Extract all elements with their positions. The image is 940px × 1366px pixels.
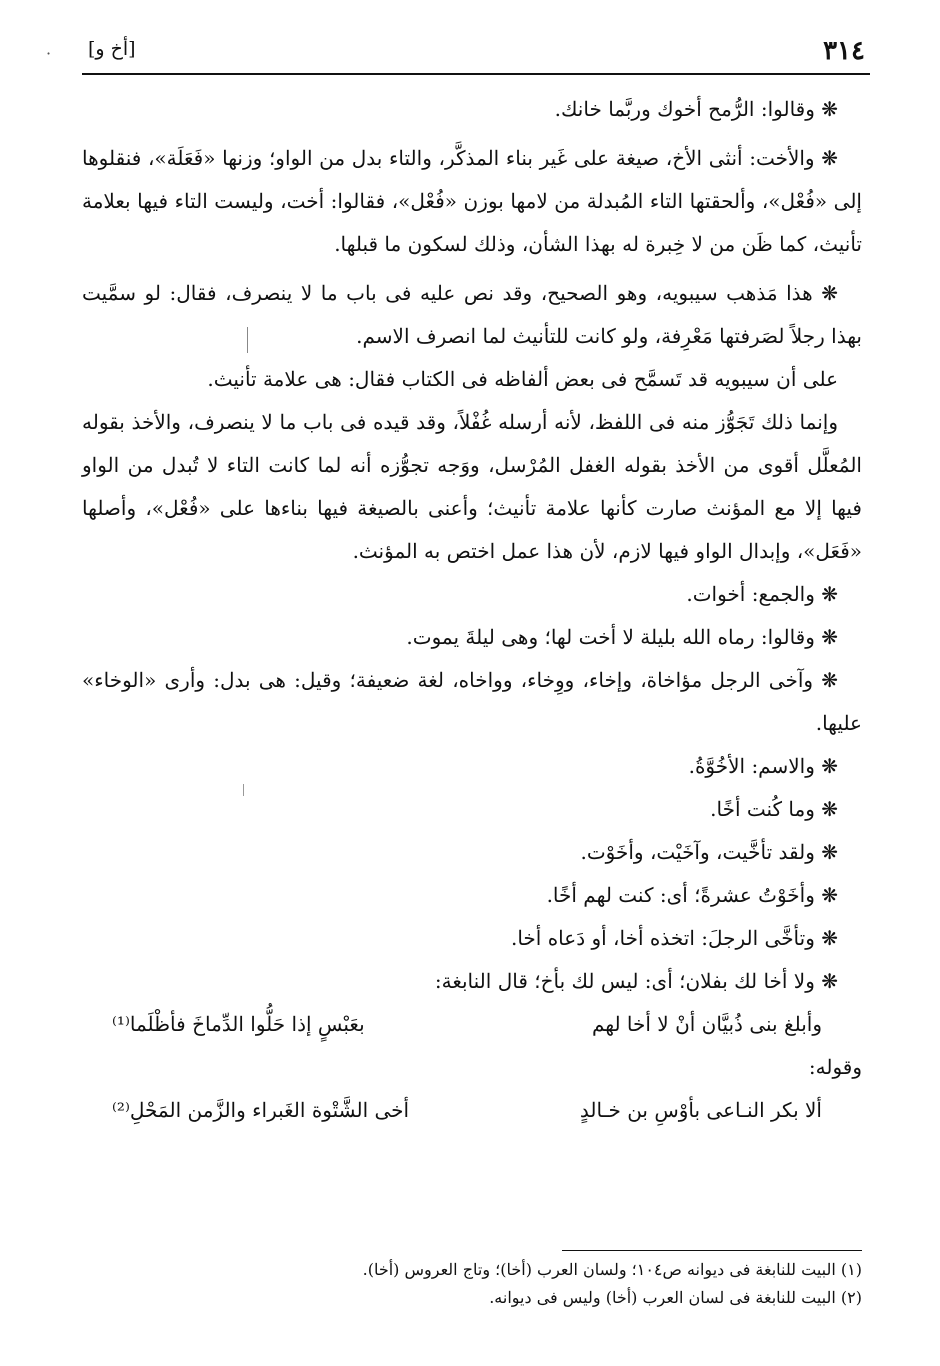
transition-text: وقوله: [808, 1055, 862, 1079]
paragraph: ❋ وآخى الرجل مؤاخاة، وإخاء، ووِخاء، وواخاه، لغة ضعيفة؛ وقيل: هى بدل: وأرى «الوخاء» عليها. [82, 668, 862, 735]
paragraph: ❋ هذا مَذهب سيبويه، وهو الصحيح، وقد نص عليه فى باب ما لا ينصرف، فقال: لو سمَّيت بهذا رجلاً لصَرفتها مَعْرِفة، ولو كانت للتأنيث لما انصرف الاسم. [82, 281, 862, 348]
footnote-rule [562, 1250, 862, 1251]
poem-verse [82, 1003, 862, 1046]
footnote: (١) البيت للنابغة فى ديوانه ص١٠٤؛ ولسان العرب (أخا)؛ وتاج العروس (أخا). [362, 1260, 862, 1279]
footnote: (٢) البيت للنابغة فى لسان العرب (أخا) وليس فى ديوانه. [489, 1288, 862, 1307]
paragraph: ❋ وما كُنت أخًا. [710, 797, 838, 821]
paragraph: ❋ وقالوا: الرُّمح أخوك وربَّما خانك. [554, 97, 838, 121]
paragraph: ❋ وتأخَّى الرجلَ: اتخذه أخا، أو دَعاه أخا. [510, 926, 838, 950]
paragraph: ❋ والجمع: أخوات. [686, 582, 838, 606]
footnotes [82, 1256, 862, 1312]
verse-first-hemistich: ألا بكر النـاعى بأوْسِ بن خـالدٍ [579, 1098, 822, 1122]
paragraph: ❋ وقالوا: رماه الله بليلة لا أخت لها؛ وهى ليلةَ يموت. [406, 625, 838, 649]
paragraph: على أن سيبويه قد تَسمَّح فى بعض ألفاظه فى الكتاب فقال: هى علامة تأنيث. [207, 367, 838, 391]
paragraph: وإنما ذلك تَجَوُّز منه فى اللفظ، لأنه أرسله غُفْلاً، وقد قيده فى باب ما لا ينصرف، والأخذ بقوله المُعلَّل أقوى من الأخذ بقوله الغفل المُرْسل، ووَجه تجوُّزه أنه لما كانت التاء لا تُبدل من الواو فيها إلا مع المؤنث صارت كأنها علامة تأنيث؛ وأعنى بالصيغة فيها بناءها على «فُعْل»، وأصلها «فَعَل»، وإبدال الواو فيها لازم، لأن هذا عمل اختص به المؤنث. [82, 410, 862, 563]
paragraph: ❋ والأخت: أنثى الأخ، صيغة على غَير بناء المذكَّر، والتاء بدل من الواو؛ وزنها «فَعَلَة»، فنقلوها إلى «فُعْل»، وألحقتها التاء المُبدلة من لامها بوزن «فُعْل»، فقالوا: أخت، وليست التاء فيها بعلامة تأنيث، كما ظَن من لا خِبرة له بهذا الشأن، وذلك لسكون ما قبلها. [82, 146, 862, 256]
header-rule [82, 73, 870, 75]
paragraph: ❋ ولقد تأخَّيت، وآخَيْت، وأخَوْت. [580, 840, 838, 864]
poem-verse [82, 1089, 862, 1132]
verse-first-hemistich: وأبلغ بنى ذُبيَّان أنْ لا أخا لهم [591, 1012, 822, 1036]
paragraph: ❋ ولا أخا لك بفلان؛ أى: ليس لك بأخ؛ قال النابغة: [434, 969, 838, 993]
verse-second-hemistich: أخى الشَّتْوة الغَبراء والزَّمن المَحْلِ⁽²⁾ [112, 1098, 410, 1122]
page-number: ٣١٤ [823, 36, 865, 66]
paragraph: ❋ والاسم: الأخُوَّةُ. [688, 754, 838, 778]
stray-mark: · [46, 44, 52, 63]
paragraph: ❋ وأخَوْتُ عشرةً؛ أى: كنت لهم أخًا. [546, 883, 838, 907]
root-heading: [أخ و] [88, 38, 136, 60]
body-text [82, 88, 862, 1132]
verse-second-hemistich: بعَبْسٍ إذا حَلُّوا الدِّماخَ فأظْلَما⁽¹⁾ [112, 1012, 365, 1036]
